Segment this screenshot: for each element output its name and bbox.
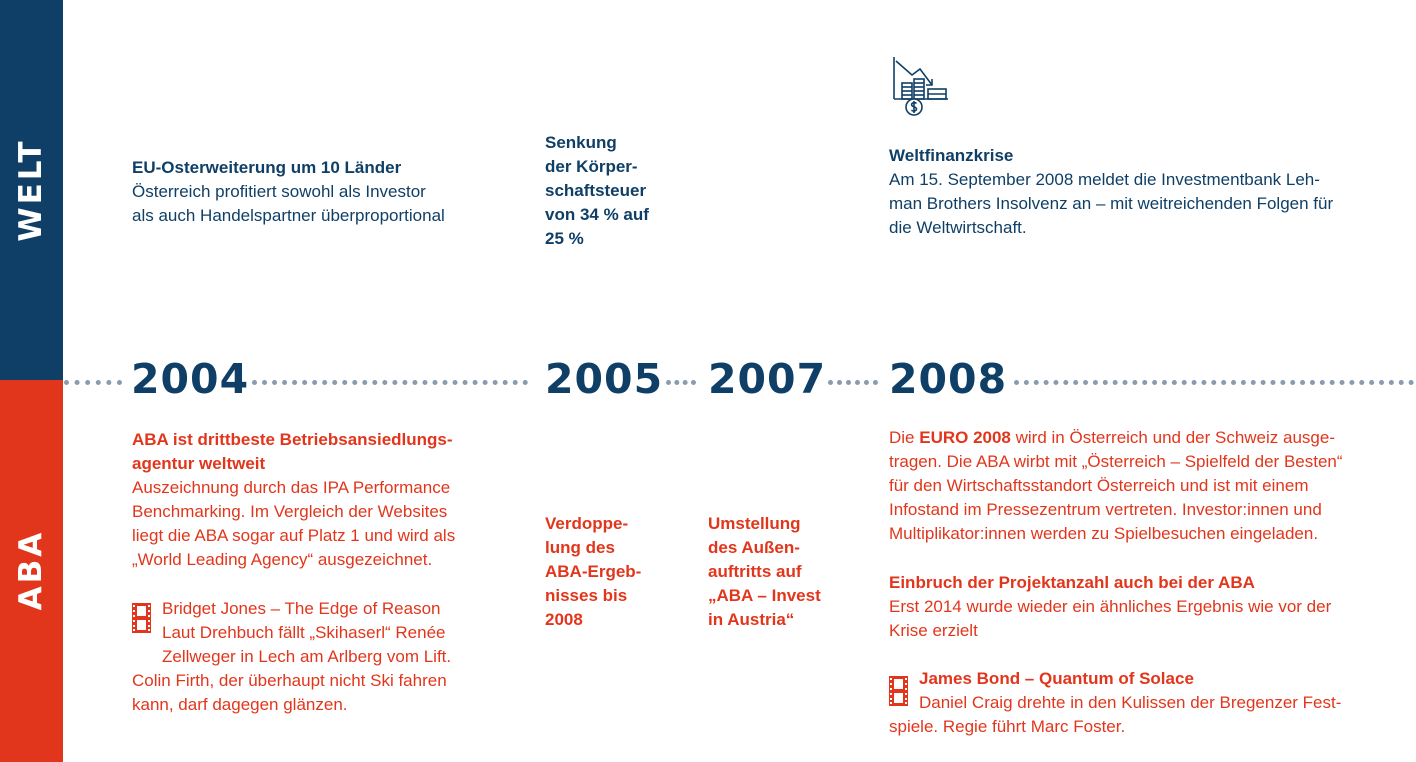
year-2007: 2007 [708,355,827,403]
welt-krise-line: Am 15. September 2008 meldet die Investmentbank Leh- [889,170,1320,189]
aba-2004-film-line: Laut Drehbuch fällt „Skihaserl“ Renée [162,623,446,642]
welt-steuer-line: von 34 % auf [545,205,649,224]
financial-crisis-chart-icon [892,55,950,119]
welt-steuer-block [545,131,685,251]
aba-2005-line: ABA-Ergeb- [545,562,642,581]
aba-2008-euro-block [889,426,1409,546]
welt-sidebar [0,0,63,380]
aba-2004-film-block [132,597,512,717]
aba-2008-film-line: Daniel Craig drehte in den Kulissen der Bregenzer Fest- [919,693,1342,712]
timeline-dots [64,380,122,385]
aba-2004-title: agentur weltweit [132,454,266,473]
year-2005: 2005 [545,355,664,403]
welt-krise-line: man Brothers Insolvenz an – mit weitreichenden Folgen für [889,194,1334,213]
aba-2008-euro-prefix: Die [889,428,920,447]
aba-2004-line: Auszeichnung durch das IPA Performance [132,478,451,497]
welt-label: WELT [13,138,49,242]
aba-2004-block [132,428,512,572]
aba-2004-film-line: kann, darf dagegen glänzen. [132,695,348,714]
welt-eu-line: Österreich profitiert sowohl als Investor [132,182,426,201]
aba-label: ABA [13,529,49,611]
aba-2008-euro-first-rest: wird in Österreich und der Schweiz ausge- [1010,428,1335,447]
aba-2004-line: liegt die ABA sogar auf Platz 1 und wird als [132,526,456,545]
aba-2007-line: auftritts auf [708,562,802,581]
welt-krise-title: Weltfinanzkrise [889,146,1014,165]
aba-2008-einbruch-block [889,571,1409,643]
timeline-dots [252,380,528,385]
aba-2005-line: nisses bis [545,586,628,605]
aba-2004-film-line: Zellweger in Lech am Arlberg vom Lift. [162,647,452,666]
aba-2008-euro-line: für den Wirtschaftsstandort Österreich und ist mit einem [889,476,1309,495]
aba-2005-line: Verdoppe- [545,514,629,533]
aba-2007-line: Umstellung [708,514,801,533]
welt-steuer-line: schaftsteuer [545,181,647,200]
welt-eu-line: als auch Handelspartner überproportional [132,206,445,225]
welt-eu-block [132,156,512,228]
aba-2008-einbruch-line: Erst 2014 wurde wieder ein ähnliches Ergebnis wie vor der [889,597,1332,616]
aba-sidebar [0,380,63,762]
aba-2004-line: „World Leading Agency“ ausgezeichnet. [132,550,433,569]
aba-2008-euro-first-line [889,426,1409,450]
aba-2008-euro-line: Multiplikator:innen werden zu Spielbesuchen eingeladen. [889,524,1319,543]
aba-2008-einbruch-line: Krise erzielt [889,621,978,640]
aba-2005-line: 2008 [545,610,583,629]
aba-2008-einbruch-title: Einbruch der Projektanzahl auch bei der ABA [889,573,1255,592]
aba-2008-euro-line: Infostand im Pressezentrum vertreten. Investor:innen und [889,500,1322,519]
aba-2004-line: Benchmarking. Im Vergleich der Websites [132,502,448,521]
aba-2004-film-line: Bridget Jones – The Edge of Reason [162,599,441,618]
year-2004: 2004 [131,355,250,403]
welt-steuer-line: der Körper- [545,157,638,176]
aba-2004-film-line: Colin Firth, der überhaupt nicht Ski fahren [132,671,447,690]
aba-2008-film-line: spiele. Regie führt Marc Foster. [889,717,1126,736]
timeline-dots [1014,380,1414,385]
aba-2007-line: in Austria“ [708,610,795,629]
aba-2007-line: des Außen- [708,538,800,557]
timeline-dots [666,380,696,385]
aba-2005-block [545,512,685,632]
aba-2008-film-title: James Bond – Quantum of Solace [919,669,1194,688]
aba-2004-title: ABA ist drittbeste Betriebsansiedlungs- [132,430,453,449]
year-2008: 2008 [889,355,1008,403]
aba-2008-film-block [889,667,1409,739]
aba-2005-line: lung des [545,538,615,557]
aba-2008-euro-highlight: EURO 2008 [919,428,1011,447]
welt-krise-line: die Weltwirtschaft. [889,218,1027,237]
aba-2007-block [708,512,858,632]
timeline-dots [828,380,878,385]
aba-2007-line: „ABA – Invest [708,586,821,605]
welt-steuer-line: Senkung [545,133,617,152]
welt-steuer-line: 25 % [545,229,584,248]
welt-eu-title: EU-Osterweiterung um 10 Länder [132,158,402,177]
aba-2008-euro-line: tragen. Die ABA wirbt mit „Österreich – Spielfeld der Besten“ [889,452,1343,471]
welt-krise-block [889,144,1399,240]
